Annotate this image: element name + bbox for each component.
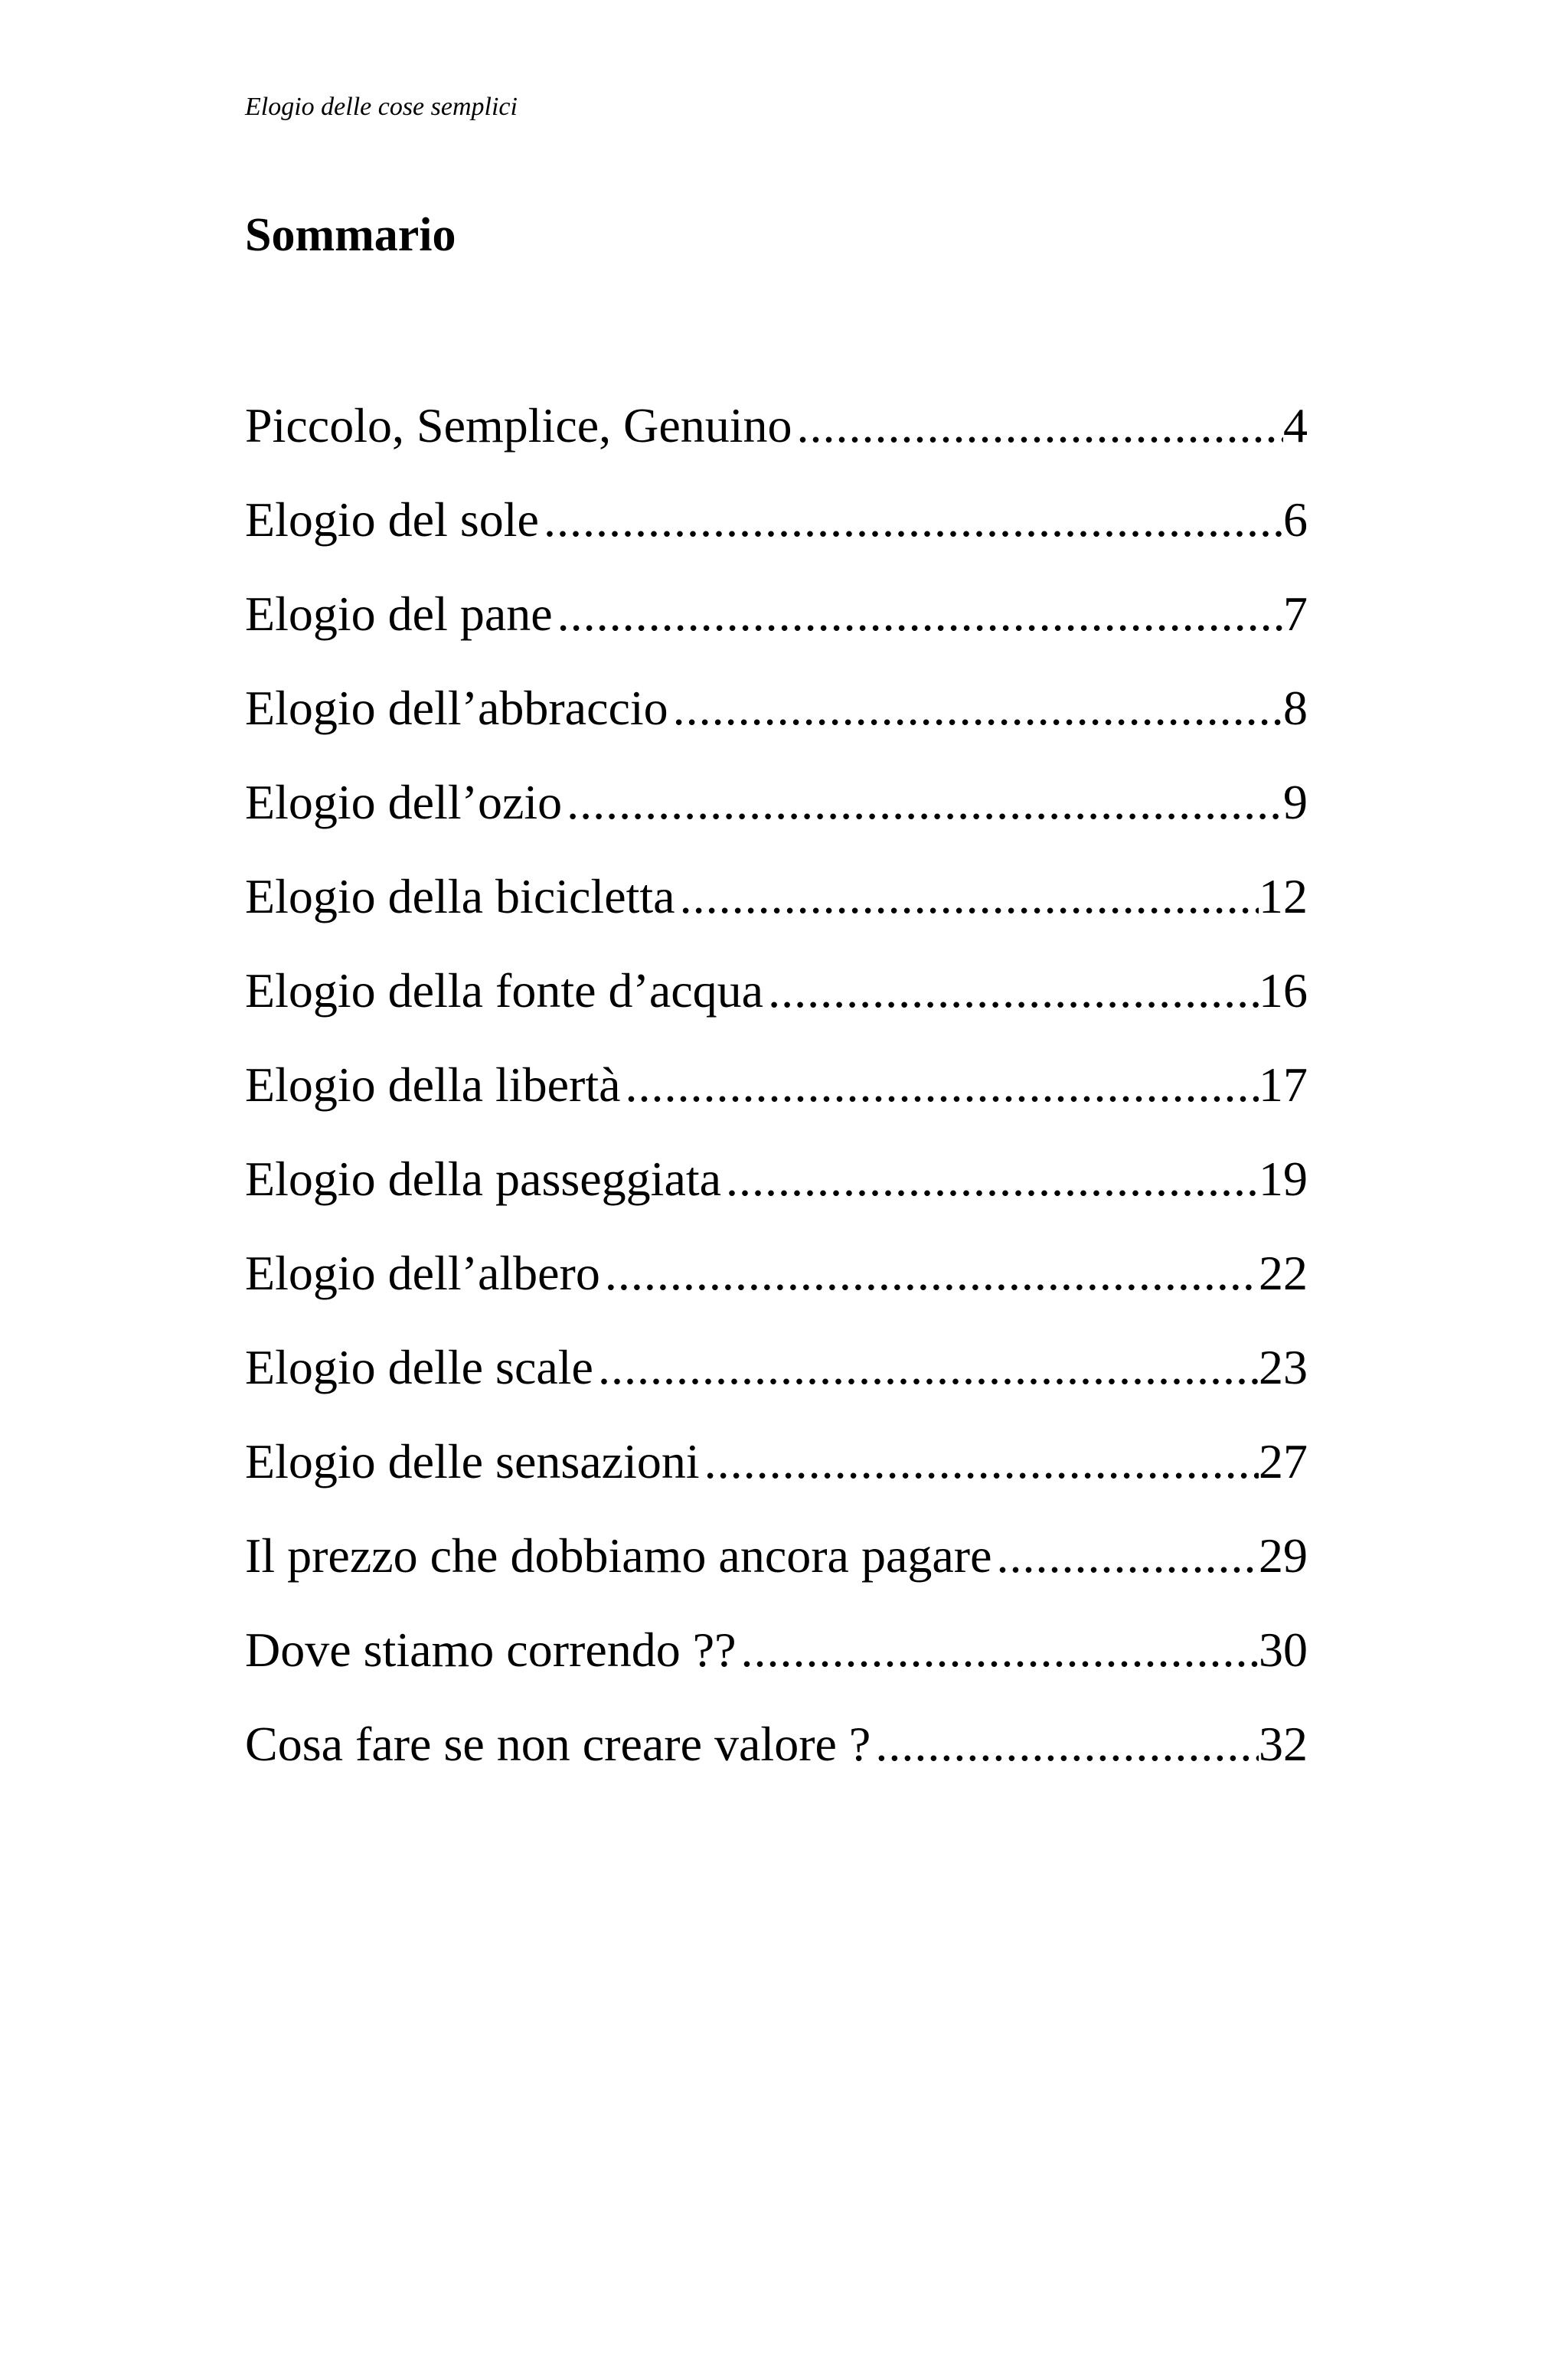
toc-entry-title: Elogio della passeggiata xyxy=(245,1152,722,1206)
toc-entry-title: Elogio dell’abbraccio xyxy=(245,681,668,735)
toc-entry-title: Elogio delle sensazioni xyxy=(245,1434,700,1489)
dot-leader xyxy=(598,1334,1259,1401)
toc-page-number: 7 xyxy=(1283,587,1308,641)
toc-entry[interactable] xyxy=(245,1616,1308,1711)
running-header: Elogio delle cose semplici xyxy=(245,93,518,121)
dot-leader xyxy=(797,392,1283,459)
dot-leader xyxy=(626,1051,1259,1119)
toc-list xyxy=(245,392,1308,1805)
toc-page-number: 22 xyxy=(1259,1246,1308,1300)
toc-entry[interactable] xyxy=(245,1711,1308,1805)
toc-entry[interactable] xyxy=(245,580,1308,675)
dot-leader xyxy=(544,486,1283,554)
toc-entry-title: Elogio della bicicletta xyxy=(245,869,675,923)
dot-leader xyxy=(741,1616,1259,1684)
toc-entry-title: Dove stiamo correndo ?? xyxy=(245,1623,737,1677)
dot-leader xyxy=(673,675,1283,742)
dot-leader xyxy=(557,580,1283,648)
toc-page-number: 19 xyxy=(1259,1152,1308,1206)
dot-leader xyxy=(605,1240,1259,1307)
toc-entry-title: Elogio dell’ozio xyxy=(245,775,563,829)
toc-entry[interactable] xyxy=(245,1145,1308,1240)
toc-entry-title: Cosa fare se non creare valore ? xyxy=(245,1717,871,1771)
dot-leader xyxy=(768,957,1259,1025)
toc-page-number: 32 xyxy=(1259,1717,1308,1771)
dot-leader xyxy=(875,1711,1259,1778)
toc-entry[interactable] xyxy=(245,392,1308,486)
toc-page-number: 4 xyxy=(1283,398,1308,453)
toc-page-number: 8 xyxy=(1283,681,1308,735)
toc-entry-title: Elogio del pane xyxy=(245,587,553,641)
toc-page-number: 27 xyxy=(1259,1434,1308,1489)
toc-page-number: 9 xyxy=(1283,775,1308,829)
toc-page-number: 23 xyxy=(1259,1340,1308,1394)
dot-leader xyxy=(680,863,1259,930)
toc-entry[interactable] xyxy=(245,486,1308,580)
toc-entry[interactable] xyxy=(245,863,1308,957)
toc-entry-title: Elogio dell’albero xyxy=(245,1246,600,1300)
toc-page-number: 17 xyxy=(1259,1057,1308,1112)
toc-page-number: 12 xyxy=(1259,869,1308,923)
toc-page-number: 30 xyxy=(1259,1623,1308,1677)
toc-entry[interactable] xyxy=(245,675,1308,769)
dot-leader xyxy=(726,1145,1259,1213)
toc-page-number: 6 xyxy=(1283,492,1308,547)
toc-entry[interactable] xyxy=(245,1334,1308,1428)
toc-entry-title: Elogio delle scale xyxy=(245,1340,593,1394)
toc-entry[interactable] xyxy=(245,769,1308,863)
dot-leader xyxy=(996,1522,1259,1590)
toc-title: Sommario xyxy=(245,209,456,261)
toc-entry[interactable] xyxy=(245,1428,1308,1522)
toc-page-number: 29 xyxy=(1259,1528,1308,1583)
dot-leader xyxy=(704,1428,1259,1495)
toc-entry-title: Il prezzo che dobbiamo ancora pagare xyxy=(245,1528,992,1583)
dot-leader xyxy=(567,769,1283,836)
toc-entry[interactable] xyxy=(245,1051,1308,1145)
toc-entry-title: Elogio del sole xyxy=(245,492,539,547)
toc-entry[interactable] xyxy=(245,1522,1308,1616)
toc-entry-title: Elogio della libertà xyxy=(245,1057,621,1112)
toc-entry-title: Elogio della fonte d’acqua xyxy=(245,963,764,1018)
toc-entry[interactable] xyxy=(245,957,1308,1051)
toc-page-number: 16 xyxy=(1259,963,1308,1018)
toc-entry-title: Piccolo, Semplice, Genuino xyxy=(245,398,792,453)
toc-entry[interactable] xyxy=(245,1240,1308,1334)
